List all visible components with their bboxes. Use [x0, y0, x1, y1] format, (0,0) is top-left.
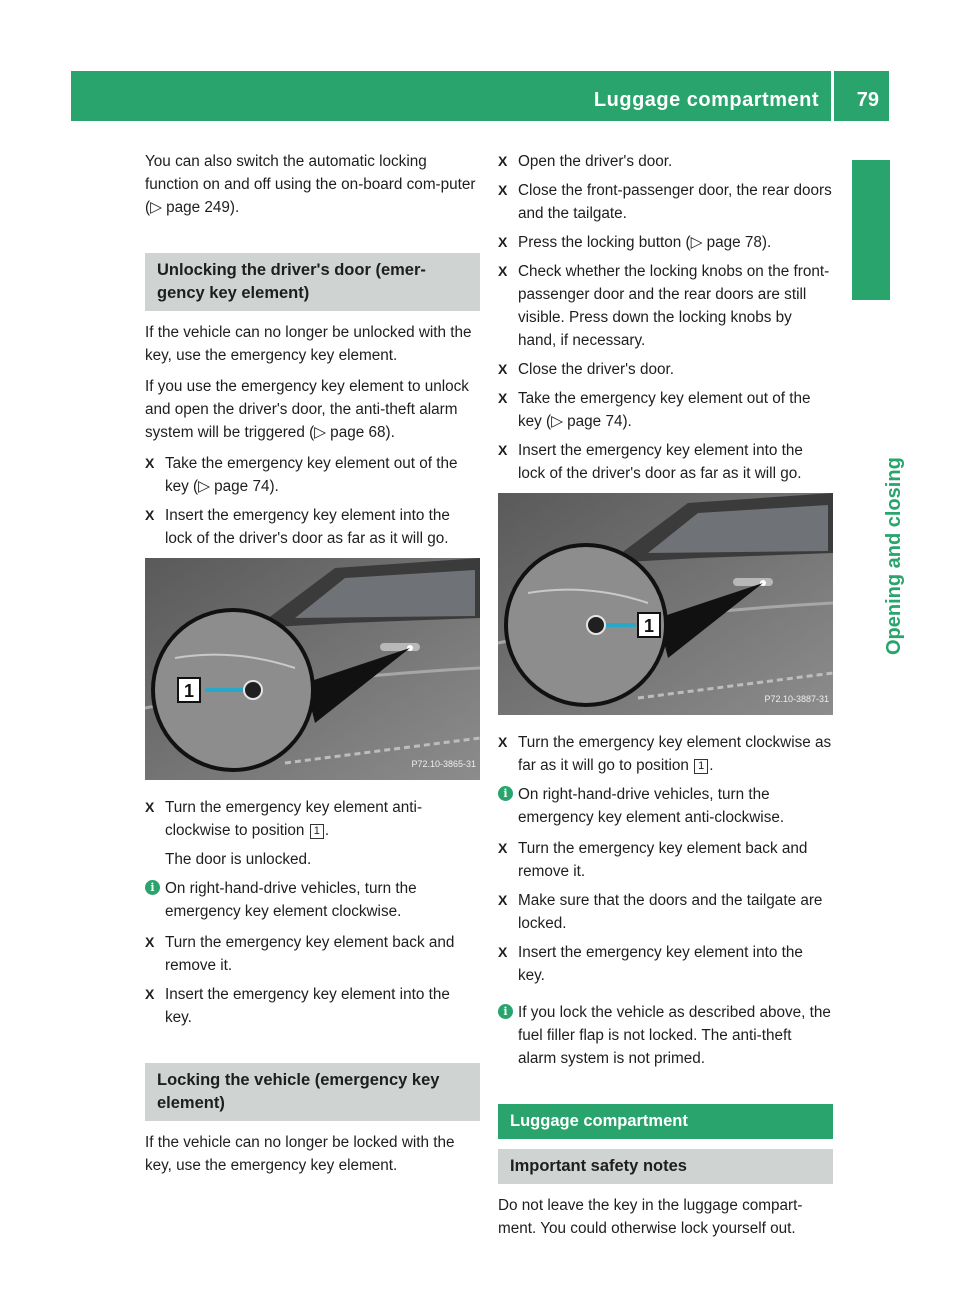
paragraph: If the vehicle can no longer be locked with the key, use the emergency key element.: [145, 1134, 455, 1174]
figure-position-label: 1: [643, 616, 655, 636]
step-text-end: .: [709, 757, 714, 774]
paragraph: If you use the emergency key element to unlock and open the driver's door, the anti-theft alarm system will be triggered (▷ page 68).: [145, 378, 469, 441]
step-marker-icon: X: [498, 361, 508, 377]
step-result: The door is unlocked.: [165, 851, 312, 868]
figure-code: P72.10-3865-31: [411, 759, 476, 769]
step-text: Insert the emergency key element into the key.: [165, 986, 450, 1026]
left-column: [145, 150, 480, 1185]
step-text: Take the emergency key element out of the key (▷ page 74).: [518, 390, 811, 430]
step-text: Close the front-passenger door, the rear doors and the tailgate.: [518, 182, 832, 222]
step-text: Insert the emergency key element into the lock of the driver's door as far as it will go.: [165, 507, 450, 547]
step-item: [498, 889, 833, 935]
step-item: [145, 931, 480, 977]
step-text: Turn the emergency key element clockwise as far as it will go to position: [518, 734, 832, 774]
step-text-end: .: [324, 822, 330, 839]
step-marker-icon: X: [498, 892, 508, 908]
figure-key-insert-right: [498, 493, 833, 715]
step-marker-icon: X: [498, 442, 508, 458]
info-text: If you lock the vehicle as described above, the fuel filler flap is not locked. The anti-theft alarm system is not primed.: [518, 1004, 831, 1067]
step-item: [498, 837, 833, 883]
step-text: Turn the emergency key element anti-clockwise to position: [165, 799, 423, 839]
step-marker-icon: X: [498, 944, 508, 960]
step-item: [498, 731, 833, 777]
step-text: Insert the emergency key element into the key.: [518, 944, 803, 984]
step-item: [498, 387, 833, 433]
header-separator: [831, 71, 834, 121]
step-text: Check whether the locking knobs on the front-passenger door and the rear doors are still visible. Press down the locking knobs by hand, if necessary.: [518, 263, 830, 349]
info-icon: i: [145, 880, 160, 895]
step-item: [498, 231, 833, 254]
step-marker-icon: X: [498, 840, 508, 856]
step-item: [498, 260, 833, 352]
step-text: Take the emergency key element out of the key (▷ page 74).: [165, 455, 458, 495]
step-item: [498, 439, 833, 485]
paragraph: If the vehicle can no longer be unlocked with the key, use the emergency key element.: [145, 324, 472, 364]
position-marker: 1: [310, 824, 324, 839]
step-marker-icon: X: [145, 455, 155, 471]
figure-position-label: 1: [183, 681, 195, 701]
side-tab-block: [852, 160, 890, 300]
car-door-illustration: [498, 493, 833, 715]
step-marker-icon: X: [145, 507, 155, 523]
step-marker-icon: X: [145, 934, 155, 950]
figure-code: P72.10-3887-31: [764, 694, 829, 704]
info-note: [498, 783, 833, 829]
step-marker-icon: X: [498, 390, 508, 406]
step-text: Make sure that the doors and the tailgate are locked.: [518, 892, 823, 932]
step-marker-icon: X: [145, 986, 155, 1002]
page-header: [71, 71, 889, 121]
info-icon: i: [498, 786, 513, 801]
step-item: [498, 179, 833, 225]
car-door-illustration: [145, 558, 480, 780]
step-marker-icon: X: [498, 734, 508, 750]
right-column: [498, 150, 833, 1248]
info-text: On right-hand-drive vehicles, turn the emergency key element clockwise.: [165, 880, 417, 920]
info-note: [498, 1001, 833, 1070]
intro-paragraph: You can also switch the automatic locking function on and off using the on-board com-puter (▷ page 249).: [145, 153, 476, 216]
step-text: Turn the emergency key element back and remove it.: [165, 934, 455, 974]
position-marker: 1: [694, 759, 708, 774]
paragraph: Do not leave the key in the luggage compart-ment. You could otherwise lock yourself out.: [498, 1197, 803, 1237]
step-text: Turn the emergency key element back and remove it.: [518, 840, 808, 880]
section-title-luggage: Luggage compartment: [498, 1104, 833, 1139]
section-title-unlocking: Unlocking the driver's door (emer-gency key element): [145, 253, 480, 311]
step-text: Press the locking button (▷ page 78).: [518, 234, 772, 251]
page-number: 79: [856, 89, 879, 111]
section-title-safety-notes: Important safety notes: [498, 1149, 833, 1184]
header-title: Luggage compartment: [593, 89, 819, 111]
section-title-locking: Locking the vehicle (emergency key element): [145, 1063, 480, 1121]
step-text: Open the driver's door.: [518, 153, 673, 170]
side-tab-label: Opening and closing: [883, 457, 905, 655]
step-item: [145, 983, 480, 1029]
figure-key-insert-left: [145, 558, 480, 780]
step-marker-icon: X: [498, 153, 508, 169]
step-item: [145, 504, 480, 550]
step-item: [498, 941, 833, 987]
step-item: [145, 452, 480, 498]
step-marker-icon: X: [145, 799, 155, 815]
step-marker-icon: X: [498, 182, 508, 198]
step-text: Close the driver's door.: [518, 361, 674, 378]
step-item: [145, 796, 480, 842]
step-text: Insert the emergency key element into the lock of the driver's door as far as it will go.: [518, 442, 803, 482]
info-text: On right-hand-drive vehicles, turn the emergency key element anti-clockwise.: [518, 786, 785, 826]
side-tab: [852, 305, 905, 655]
step-marker-icon: X: [498, 263, 508, 279]
info-icon: i: [498, 1004, 513, 1019]
step-marker-icon: X: [498, 234, 508, 250]
step-item: [498, 358, 833, 381]
info-note: [145, 877, 480, 923]
step-item: [498, 150, 833, 173]
